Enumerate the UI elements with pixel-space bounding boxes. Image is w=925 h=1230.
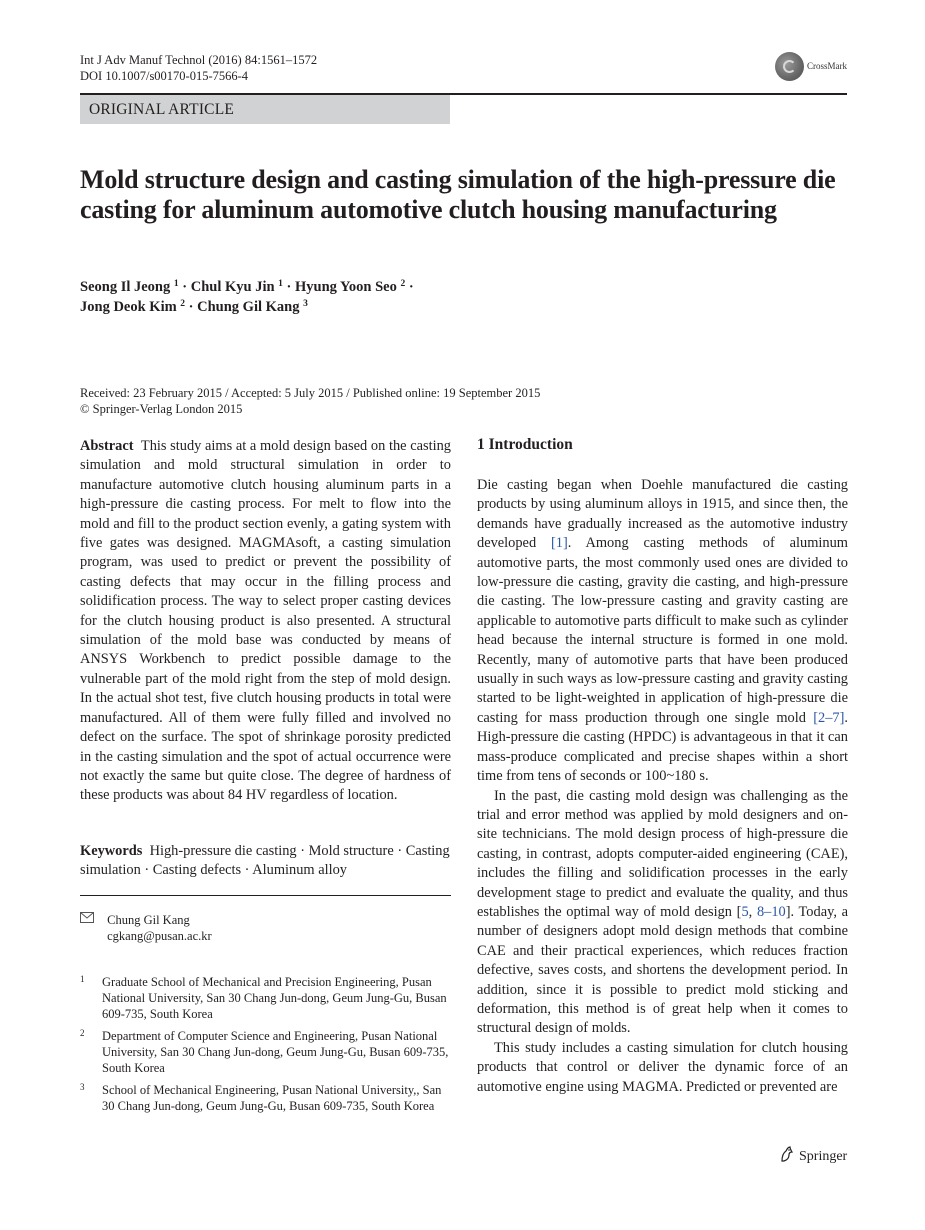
abstract-text: This study aims at a mold design based on the casting simulation and mold structural simulation in order to manufacture automotive clutch housing aluminum parts in a high-pressure die casting process. For melt to flow into the mold and fill to the product section evenly, a gating system with five gates was designed. MAGMAsoft, a casting simulation program, was used to predict or prevent the possibility of casting defects that may occur in the filling process and solidification process. The way to select proper casting devices for the clutch housing product is also presented. A structural simulation of the mold base was conducted by means of ANSYS Workbench to predict possible damage to the vulnerable part of the mold right from the step of mold design. In the actual shot test, five clutch housing products in total were manufactured. All of them were fully filled and involved no defect on the surface. The spot of shrinkage porosity predicted in the casting simulation and the spot of actual occurrence were not exactly the same but quite close. The degree of hardness of these products was about 84 HV regardless of location. (80, 438, 451, 804)
publication-dates (80, 385, 540, 417)
publisher-name: Springer (799, 1149, 848, 1164)
author-affiliation-mark: 3 (303, 299, 308, 309)
keywords-label: Keywords (80, 843, 143, 859)
author-name[interactable]: Chung Gil Kang (197, 299, 300, 315)
corresponding-author (80, 912, 212, 944)
springer-horse-icon (778, 1145, 796, 1163)
crossmark-label: CrossMark (807, 61, 847, 71)
affiliation-number: 2 (80, 1028, 85, 1038)
citation-link[interactable]: [2–7] (813, 709, 845, 726)
crossmark-icon (775, 52, 804, 81)
envelope-icon (80, 912, 104, 928)
author-affiliation-mark: 2 (400, 279, 406, 289)
affiliation-1 (80, 974, 451, 1022)
intro-paragraph-1: Die casting began when Doehle manufactured die casting products by using aluminum alloys in 1915, and since then, the demands have gradually increased as the automotive industry developed [1]. Among casting methods of aluminum automotive parts, the most commonly used ones are divided to low-pressure die casting, gravity die casting, and high-pressure die casting. The low-pressure casting and gravity casting are applicable to automotive parts difficult to make such as cylinder head because the internal structure is formed in one mold. Recently, many of automotive parts that have been produced usually in such ways as low-pressure casting and gravity casting started to be light-weighted in application of high-pressure die casting for mass production through one single mold [2–7]. High-pressure die casting (HPDC) is advantageous in that it can mass-produce complicated and precise shapes within a short time from tens of seconds or 100~180 s. (477, 477, 848, 785)
article-title: Mold structure design and casting simulation of the high-pressure die casting for aluminum automotive clutch housing manufacturing (80, 165, 836, 224)
journal-citation: Int J Adv Manuf Technol (2016) 84:1561–1572 (80, 53, 318, 67)
keywords-text: High-pressure die casting · Mold structure · Casting simulation · Casting defects · Aluminum alloy (80, 843, 450, 879)
affiliation-2 (80, 1028, 451, 1076)
author-name[interactable]: Jong Deok Kim (80, 299, 177, 315)
footnote-divider (80, 895, 451, 896)
author-list: Seong Il Jeong $^1$ · Chul Kyu Jin $^1$ · Hyung Yoon Seo $^2$ · Jong Deok Kim $^2$ · Chung Gil Kang $^3$ (80, 279, 414, 315)
abstract (80, 437, 451, 806)
keywords (80, 842, 451, 881)
section-heading-introduction: 1 Introduction (477, 436, 573, 453)
abstract-label: Abstract (80, 438, 134, 454)
affiliation-3 (80, 1082, 451, 1114)
article-type-banner: ORIGINAL ARTICLE (80, 95, 450, 124)
copyright-line: © Springer-Verlag London 2015 (80, 402, 243, 416)
citation-link[interactable]: [1] (551, 535, 568, 552)
affiliation-text: School of Mechanical Engineering, Pusan National University,, San 30 Chang Jun-dong, Geum Jung-Gu, Busan 609-735, South Korea (102, 1083, 442, 1113)
intro-paragraph-2: In the past, die casting mold design was challenging as the trial and error method was applied by mold designers and on-site technicians. The mold design process of high-pressure die casting, in contrast, adopts computer-aided engineering (CAE), includes the filling and solidification processes in the early development stage to predict and evaluate the quality, and thus establishes the optimal way of mold design [5, 8–10]. Today, a number of designers adopt mold design methods that combine CAE and their practical experiences, which reduces fraction defective, saves costs, and shortens the development period. In addition, since it is possible to predict mold sticking and deformation, this method is of great help when it comes to structural design of molds. (477, 787, 848, 1037)
author-name[interactable]: Seong Il Jeong (80, 279, 171, 295)
author-name[interactable]: Chul Kyu Jin (190, 279, 275, 295)
author-affiliation-mark: 1 (278, 279, 283, 289)
author-affiliation-mark: 1 (173, 279, 179, 289)
journal-meta (80, 52, 317, 84)
crossmark-badge[interactable] (775, 52, 855, 82)
author-name[interactable]: Hyung Yoon Seo (295, 279, 397, 295)
contact-email[interactable]: cgkang@pusan.ac.kr (107, 929, 212, 943)
affiliation-number: 1 (80, 974, 85, 984)
contact-name: Chung Gil Kang (107, 913, 190, 927)
dates-line: Received: 23 February 2015 / Accepted: 5 July 2015 / Published online: 19 September 2015 (80, 386, 541, 400)
publisher-logo (778, 1145, 847, 1165)
doi[interactable]: DOI 10.1007/s00170-015-7566-4 (80, 69, 249, 83)
citation-link[interactable]: 8–10 (756, 903, 786, 920)
introduction-body (477, 476, 848, 1097)
citation-link[interactable]: 5 (741, 903, 749, 920)
affiliation-text: Department of Computer Science and Engineering, Pusan National University, San 30 Chang Jun-dong, Geum Jung-Gu, Busan 609-735, South Korea (102, 1029, 449, 1075)
affiliation-number: 3 (80, 1082, 85, 1092)
author-affiliation-mark: 2 (180, 299, 186, 309)
affiliation-text: Graduate School of Mechanical and Precision Engineering, Pusan National University, San 30 Chang Jun-dong, Geum Jung-Gu, Busan 609-735, South Korea (102, 975, 447, 1021)
intro-paragraph-3: This study includes a casting simulation for clutch housing products that control or deliver the dynamic force of an automotive engine using MAGMA. Predicted or prevented are (477, 1039, 848, 1095)
